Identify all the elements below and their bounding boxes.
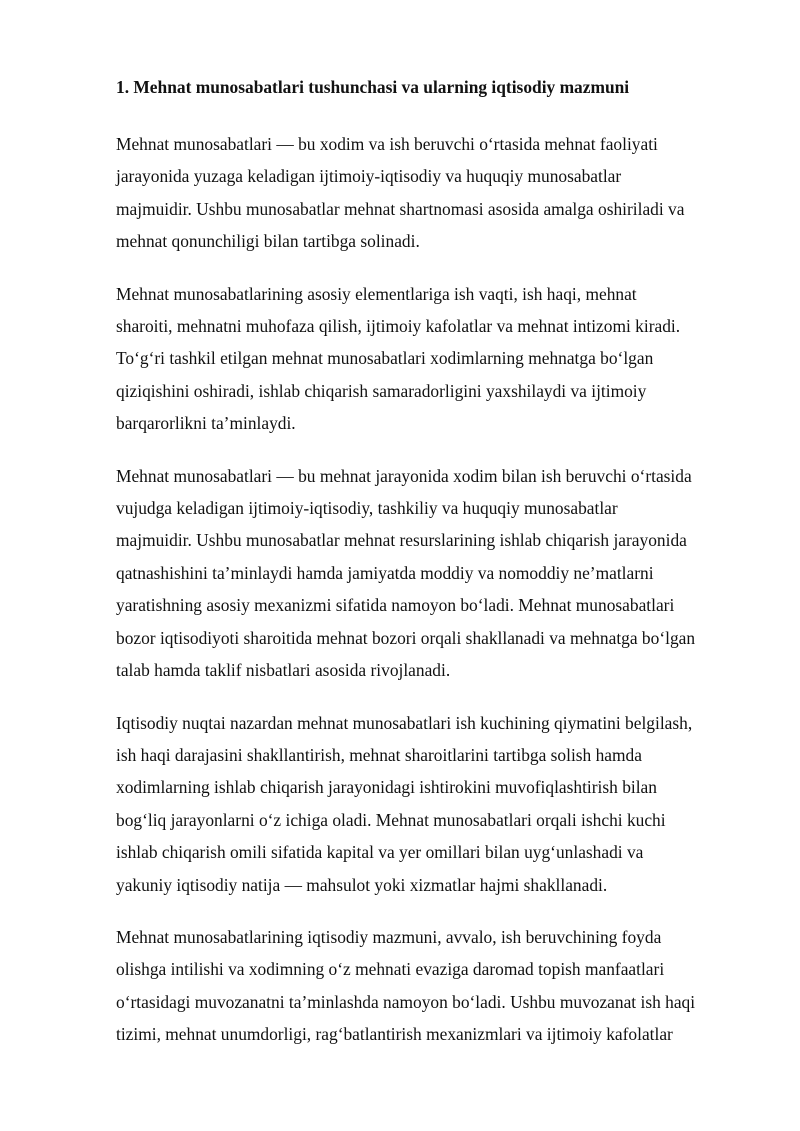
text-line: bozor iqtisodiyoti sharoitida mehnat bozori orqali shakllanadi va mehnatga bo‘lgan [116, 627, 696, 648]
text-line: vujudga keladigan ijtimoiy-iqtisodiy, tashkiliy va huquqiy munosabatlar [116, 498, 618, 519]
text-line: tizimi, mehnat unumdorligi, rag‘batlantirish mexanizmlari va ijtimoiy kafolatlar [116, 1024, 673, 1045]
text-line: xodimlarning ishlab chiqarish jarayonidagi ishtirokini muvofiqlashtirish bilan [116, 777, 657, 798]
text-line: majmuidir. Ushbu munosabatlar mehnat resurslarining ishlab chiqarish jarayonida [116, 530, 687, 551]
section-heading: 1. Mehnat munosabatlari tushunchasi va ularning iqtisodiy mazmuni [116, 77, 630, 97]
text-line: yaratishning asosiy mexanizmi sifatida namoyon bo‘ladi. Mehnat munosabatlari [116, 595, 675, 616]
text-line: Iqtisodiy nuqtai nazardan mehnat munosabatlari ish kuchining qiymatini belgilash, [116, 712, 693, 733]
text-line: bog‘liq jarayonlarni o‘z ichiga oladi. Mehnat munosabatlari orqali ishchi kuchi [116, 809, 666, 830]
text-line: Mehnat munosabatlarining iqtisodiy mazmuni, avvalo, ish beruvchining foyda [116, 926, 662, 947]
text-line: ish haqi darajasini shakllantirish, mehnat sharoitlarini tartibga solish hamda [116, 744, 642, 765]
text-line: qiziqishini oshiradi, ishlab chiqarish samaradorligini yaxshilaydi va ijtimoiy [116, 380, 647, 401]
text-line: jarayonida yuzaga keladigan ijtimoiy-iqtisodiy va huquqiy munosabatlar [116, 166, 622, 187]
text-line: ishlab chiqarish omili sifatida kapital va yer omillari bilan uyg‘unlashadi va [116, 842, 644, 863]
text-line: yakuniy iqtisodiy natija — mahsulot yoki xizmatlar hajmi shakllanadi. [116, 874, 608, 895]
paragraph [116, 128, 746, 258]
document-page [116, 74, 746, 1071]
text-line: sharoiti, mehnatni muhofaza qilish, ijtimoiy kafolatlar va mehnat intizomi kiradi. [116, 316, 681, 337]
text-line: Mehnat munosabatlarining asosiy elementlariga ish vaqti, ish haqi, mehnat [116, 283, 637, 304]
text-line: Mehnat munosabatlari — bu mehnat jarayonida xodim bilan ish beruvchi o‘rtasida [116, 465, 692, 486]
paragraph [116, 707, 746, 901]
paragraph [116, 278, 746, 440]
text-line: mehnat qonunchiligi bilan tartibga solinadi. [116, 231, 420, 252]
text-line: To‘g‘ri tashkil etilgan mehnat munosabatlari xodimlarning mehnatga bo‘lgan [116, 348, 654, 369]
paragraph [116, 460, 746, 687]
text-line: talab hamda taklif nisbatlari asosida rivojlanadi. [116, 660, 451, 681]
text-line: olishga intilishi va xodimning o‘z mehnati evaziga daromad topish manfaatlari [116, 959, 665, 980]
text-line: o‘rtasidagi muvozanatni ta’minlashda namoyon bo‘ladi. Ushbu muvozanat ish haqi [116, 991, 696, 1012]
text-line: majmuidir. Ushbu munosabatlar mehnat shartnomasi asosida amalga oshiriladi va [116, 198, 685, 219]
text-line: qatnashishini ta’minlaydi hamda jamiyatda moddiy va nomoddiy ne’matlarni [116, 562, 654, 583]
paragraph [116, 921, 746, 1051]
paragraph-list [116, 128, 746, 1051]
text-line: barqarorlikni ta’minlaydi. [116, 413, 296, 434]
text-line: Mehnat munosabatlari — bu xodim va ish beruvchi o‘rtasida mehnat faoliyati [116, 134, 658, 154]
